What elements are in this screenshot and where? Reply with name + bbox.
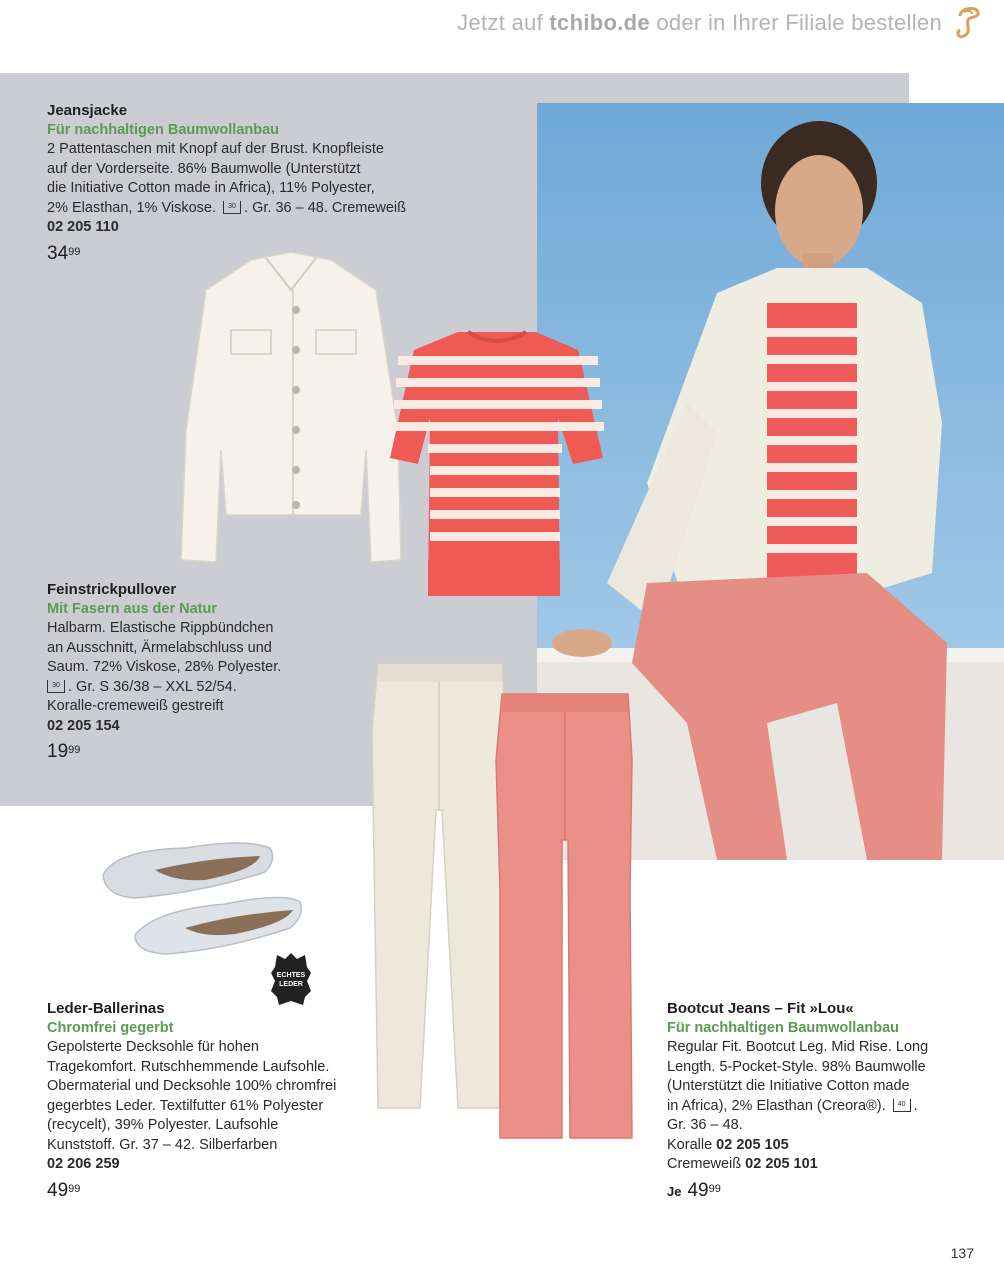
wash-30-icon: 30 <box>223 201 241 214</box>
ballerinas-price-main: 49 <box>47 1179 69 1201</box>
jacket-price-cents: 99 <box>68 245 81 258</box>
pullover-article-number: 02 205 154 <box>47 717 120 734</box>
pullover-line-4-text: . Gr. S 36/38 – XXL 52/54. <box>68 678 237 695</box>
pullover-line-5: Koralle-cremeweiß gestreift <box>47 698 224 714</box>
pullover-subtitle: Mit Fasern aus der Natur <box>47 600 218 617</box>
pullover-price <box>47 742 281 762</box>
header-site-link[interactable]: tchibo.de <box>549 10 650 35</box>
jeans-subtitle: Für nachhaltigen Baumwollanbau <box>667 1019 900 1036</box>
page-number: 137 <box>950 1245 974 1261</box>
ballerinas-description <box>47 999 336 1200</box>
pullover-line-1: Halbarm. Elastische Rippbündchen <box>47 620 274 636</box>
jeans-line-5: Gr. 36 – 48. <box>667 1117 743 1133</box>
jeans-line-4b: . <box>913 1097 918 1114</box>
jeans-price <box>667 1181 928 1202</box>
coral-jeans-image <box>494 690 636 1140</box>
jeans-line-3: (Unterstützt die Initiative Cotton made <box>667 1078 910 1094</box>
pullover-price-cents: 99 <box>68 744 81 756</box>
jeans-line-4a: in Africa), 2% Elasthan (Creora®). <box>667 1097 886 1114</box>
jacket-image <box>176 250 406 568</box>
ballerinas-line-5: (recycelt), 39% Polyester. Laufsohle <box>47 1117 279 1133</box>
pullover-line-2: an Ausschnitt, Ärmelabschluss und <box>47 639 272 656</box>
jeans-variant-coral <box>667 1136 928 1156</box>
jeans-variant-coral-number: 02 205 105 <box>716 1136 789 1153</box>
jacket-line-4b: . Gr. 36 – 48. Cremeweiß <box>244 199 407 216</box>
cream-jeans-image <box>370 660 510 1110</box>
ballerinas-line-6: Kunststoff. Gr. 37 – 42. Silberfarben <box>47 1136 278 1153</box>
leather-badge-text-1: ECHTES <box>276 972 306 979</box>
tchibo-logo-icon <box>950 2 986 42</box>
jacket-price <box>47 244 406 264</box>
jacket-article-number: 02 205 110 <box>47 219 119 235</box>
pullover-line-3: Saum. 72% Viskose, 28% Polyester. <box>47 659 282 675</box>
jeans-variant-cream-number: 02 205 101 <box>745 1156 818 1172</box>
ballerinas-line-4: gegerbtes Leder. Textilfutter 61% Polyester <box>47 1097 324 1114</box>
ballerinas-article-number: 02 206 259 <box>47 1156 120 1172</box>
leather-badge-text-2: LEDER <box>279 981 303 988</box>
ballerinas-image <box>95 830 310 960</box>
ballerinas-line-2: Tragekomfort. Rutschhemmende Laufsohle. <box>47 1058 330 1075</box>
header-prefix: Jetzt auf <box>457 10 543 35</box>
jeans-price-cents: 99 <box>708 1182 721 1195</box>
ballerinas-subtitle: Chromfrei gegerbt <box>47 1019 174 1036</box>
jeans-line-1: Regular Fit. Bootcut Leg. Mid Rise. Long <box>667 1039 929 1055</box>
ballerinas-title: Leder-Ballerinas <box>47 1000 165 1017</box>
ballerinas-line-3: Obermaterial und Decksohle 100% chromfrei <box>47 1078 337 1094</box>
jeans-variant-cream <box>667 1155 928 1175</box>
wash-30-icon: 30 <box>47 680 65 693</box>
jeans-price-prefix: Je <box>667 1183 682 1199</box>
jacket-line-4 <box>47 199 406 219</box>
jeans-title: Bootcut Jeans – Fit »Lou« <box>667 1000 854 1017</box>
wash-40-icon: 40 <box>893 1099 911 1112</box>
jeans-price-main: 49 <box>687 1179 709 1201</box>
pullover-line-4 <box>47 678 281 698</box>
jeans-description <box>667 999 928 1201</box>
jeans-variant-coral-label: Koralle <box>667 1136 713 1153</box>
pullover-title: Feinstrickpullover <box>47 581 177 598</box>
jacket-line-4a: 2% Elasthan, 1% Viskose. <box>47 199 216 216</box>
header-line <box>457 10 942 36</box>
jacket-line-1: 2 Pattentaschen mit Knopf auf der Brust. Knopfleiste <box>47 141 384 157</box>
jacket-price-main: 34 <box>47 242 69 264</box>
jeans-line-4 <box>667 1097 928 1117</box>
ballerinas-price-cents: 99 <box>68 1182 81 1195</box>
jeans-line-2: Length. 5-Pocket-Style. 98% Baumwolle <box>667 1058 926 1075</box>
pullover-description <box>47 580 281 762</box>
ballerinas-line-1: Gepolsterte Decksohle für hohen <box>47 1039 259 1055</box>
pullover-price-main: 19 <box>47 741 69 762</box>
jacket-line-3: die Initiative Cotton made in Africa), 11% Polyester, <box>47 180 375 196</box>
jacket-subtitle: Für nachhaltigen Baumwollanbau <box>47 121 280 138</box>
jacket-line-2: auf der Vorderseite. 86% Baumwolle (Unterstützt <box>47 160 361 177</box>
pullover-image <box>388 328 606 596</box>
jacket-description <box>47 101 406 263</box>
ballerinas-price <box>47 1181 336 1201</box>
header-suffix: oder in Ihrer Filiale bestellen <box>656 10 942 35</box>
jeans-variant-cream-label: Cremeweiß <box>667 1156 742 1172</box>
jacket-title: Jeansjacke <box>47 102 128 119</box>
